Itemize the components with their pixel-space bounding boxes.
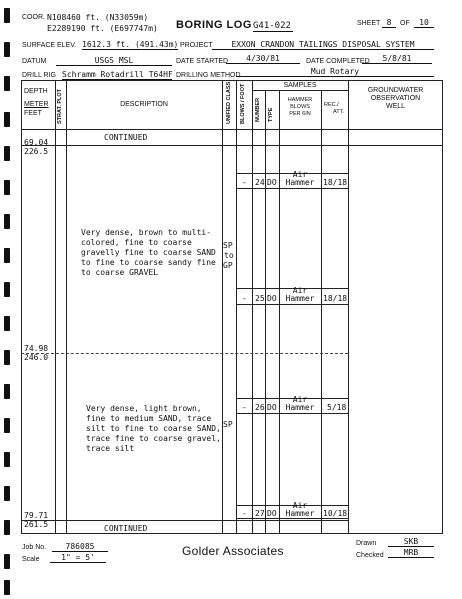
stratum-description: Very dense, light brown, fine to medium SAND, trace silt to fine to coarse SAND, trace fine to coarse gravel, trace silt xyxy=(86,404,221,453)
scale-label: Scale xyxy=(22,556,40,563)
datum-value: USGS MSL xyxy=(56,56,172,66)
date-completed-value: 5/8/81 xyxy=(362,54,432,64)
type-header: TYPE xyxy=(268,107,274,122)
sample-rule xyxy=(236,413,348,414)
sheet-total: 10 xyxy=(414,18,434,28)
number-header: NUMBER xyxy=(255,97,261,122)
sample-type: DO xyxy=(267,403,277,412)
coor-label: COOR. xyxy=(22,14,45,21)
sheet-label: SHEET xyxy=(357,20,381,27)
stratum-boundary xyxy=(21,145,443,146)
project-label: PROJECT xyxy=(180,42,213,49)
binder-hole xyxy=(4,384,10,399)
stratum-boundary xyxy=(21,353,348,354)
log-id: G41-022 xyxy=(253,21,293,32)
date-completed-label: DATE COMPLETED xyxy=(306,58,370,65)
binder-hole xyxy=(4,8,10,23)
column-divider xyxy=(265,90,266,534)
sample-hammer-line: Hammer xyxy=(285,509,315,518)
binder-hole xyxy=(4,76,10,91)
drill-rig-value: Schramm Rotadrill T64HF xyxy=(62,70,173,79)
checked-value: MRB xyxy=(388,548,434,558)
samples-subheader-rule xyxy=(252,90,348,91)
sample-recovery: 18/18 xyxy=(323,178,348,187)
sample-blows: - xyxy=(242,178,247,187)
job-no-label: Job No. xyxy=(22,544,47,551)
coor-northing: N108460 ft. (N33059m) xyxy=(47,13,149,22)
sample-hammer-line: Air xyxy=(292,501,308,510)
date-started-label: DATE STARTED xyxy=(176,58,229,65)
sample-number: 25 xyxy=(255,294,265,303)
binder-hole xyxy=(4,214,10,229)
datum-label: DATUM xyxy=(22,58,47,65)
unified-class-header: UNIFIED CLASS xyxy=(226,81,232,124)
sheet-number: 8 xyxy=(382,18,396,28)
log-title: BORING LOG xyxy=(176,19,252,31)
sample-hammer-line: Air xyxy=(292,395,308,404)
sample-type: DO xyxy=(267,178,277,187)
groundwater-header-line: OBSERVATION xyxy=(370,95,421,102)
project-value: EXXON CRANDON TAILINGS DISPOSAL SYSTEM xyxy=(212,40,434,50)
binder-hole xyxy=(4,418,10,433)
column-divider xyxy=(348,80,349,534)
sample-rule xyxy=(236,304,348,305)
binder-hole xyxy=(4,452,10,467)
binder-hole xyxy=(4,350,10,365)
sample-hammer-line: Hammer xyxy=(285,178,315,187)
scale-value: 1" = 5' xyxy=(50,553,106,563)
depth-feet: 261.5 xyxy=(24,520,49,529)
column-header-rule xyxy=(21,129,443,130)
sample-blows: - xyxy=(242,509,247,518)
binder-hole xyxy=(4,316,10,331)
binder-hole xyxy=(4,520,10,535)
depth-meter: 69.04 xyxy=(24,138,49,147)
description-header: DESCRIPTION xyxy=(120,101,168,108)
uscs-code-line: GP xyxy=(223,261,233,270)
coor-easting: E2289190 ft. (E697747m) xyxy=(47,24,158,33)
sample-recovery: 5/18 xyxy=(327,403,347,412)
binder-hole xyxy=(4,42,10,57)
continued-top: CONTINUED xyxy=(104,133,148,142)
hammer-header-line: HAMMER xyxy=(287,97,313,103)
binder-hole xyxy=(4,180,10,195)
hammer-header-line: PER 6IN xyxy=(289,111,311,117)
column-divider xyxy=(236,80,237,534)
rec-header-line: ATT. xyxy=(333,109,344,115)
sample-hammer-line: Air xyxy=(292,170,308,179)
stratum-description: Very dense, brown to multi- colored, fine to coarse gravelly fine to coarse SAND to fine to coarse sandy fine to coarse GRAVEL xyxy=(81,228,216,277)
sample-type: DO xyxy=(267,509,277,518)
column-divider xyxy=(55,80,56,534)
drawn-label: Drawn xyxy=(356,540,377,547)
depth-feet: 226.5 xyxy=(24,147,49,156)
binder-hole xyxy=(4,554,10,569)
table-border xyxy=(21,80,443,534)
depth-feet: 246.0 xyxy=(24,353,49,362)
meter-header-label: METER xyxy=(24,101,49,108)
blows-foot-header: BLOWS / FOOT xyxy=(240,83,246,124)
sample-rule xyxy=(236,518,348,519)
hammer-header-line: BLOWS xyxy=(290,104,310,110)
sample-hammer-line: Air xyxy=(292,286,308,295)
depth-meter: 74.98 xyxy=(24,344,49,353)
surface-elev-label: SURFACE ELEV. xyxy=(22,42,77,49)
groundwater-header-line: WELL xyxy=(385,103,406,110)
column-divider xyxy=(252,80,253,534)
sample-blows: - xyxy=(242,403,247,412)
uscs-code: SP xyxy=(223,420,233,429)
binder-hole xyxy=(4,112,10,127)
company-name: Golder Associates xyxy=(182,544,284,558)
binder-hole xyxy=(4,580,10,595)
binder-hole xyxy=(4,146,10,161)
depth-header-label: DEPTH xyxy=(24,88,48,95)
rec-header-line: REC./ xyxy=(324,102,339,108)
sample-number: 24 xyxy=(255,178,265,187)
job-no-value: 786085 xyxy=(52,542,108,552)
strat-plot-header: STRAT. PLOT xyxy=(57,88,63,124)
sample-rule xyxy=(236,188,348,189)
groundwater-header-line: GROUNDWATER xyxy=(367,87,424,94)
sample-blows: - xyxy=(242,294,247,303)
sample-hammer-line: Hammer xyxy=(285,403,315,412)
uscs-code-line: SP xyxy=(223,241,233,250)
sample-number: 26 xyxy=(255,403,265,412)
drilling-method-value: Mud Rotary xyxy=(236,67,434,77)
sample-number: 27 xyxy=(255,509,265,518)
uscs-code-line: to xyxy=(224,251,234,260)
binder-hole xyxy=(4,282,10,297)
binder-hole xyxy=(4,486,10,501)
sample-recovery: 10/18 xyxy=(323,509,348,518)
checked-label: Checked xyxy=(356,552,384,559)
of-label: OF xyxy=(400,20,410,27)
column-divider xyxy=(279,90,280,534)
feet-header-label: FEET xyxy=(24,110,42,117)
drill-rig-label: DRILL RIG xyxy=(22,72,56,79)
binder-hole xyxy=(4,248,10,263)
sample-recovery: 18/18 xyxy=(323,294,348,303)
column-divider xyxy=(222,80,223,534)
column-divider xyxy=(66,80,67,534)
sample-type: DO xyxy=(267,294,277,303)
sample-hammer-line: Hammer xyxy=(285,294,315,303)
surface-elev-value: 1612.3 ft. (491.43m) xyxy=(82,40,179,49)
date-started-value: 4/30/81 xyxy=(226,54,300,64)
drilling-method-label: DRILLING METHOD xyxy=(176,72,241,79)
depth-meter: 79.71 xyxy=(24,511,49,520)
continued-bottom: CONTINUED xyxy=(104,524,148,533)
drawn-value: SKB xyxy=(388,537,434,547)
stratum-boundary xyxy=(21,520,348,521)
column-divider xyxy=(321,90,322,534)
samples-header: SAMPLES xyxy=(283,82,317,89)
